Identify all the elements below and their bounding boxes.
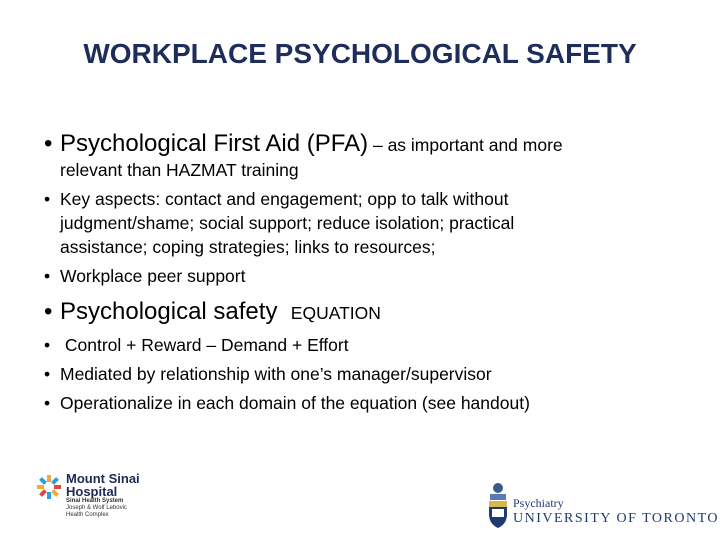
sub-bullet-key-aspects-2: judgment/shame; social support; reduce isolation; practical [60,213,515,233]
sub-bullet-operationalize: • Operationalize in each domain of the equation (see handout) [44,393,530,413]
slide-title: WORKPLACE PSYCHOLOGICAL SAFETY [83,38,637,69]
uoft-crest-icon [486,482,510,530]
sub-bullet-mediated: • Mediated by relationship with one’s manager/supervisor [44,364,492,384]
mount-sinai-name: Mount Sinai [66,471,140,486]
sub-bullet-key-aspects-3: assistance; coping strategies; links to resources; [60,237,436,257]
bullet-pfa: • Psychological First Aid (PFA) – as important and more [44,130,563,157]
mount-sinai-sub1: Sinai Health System [66,498,124,504]
sub-bullet-peer-support: • Workplace peer support [44,266,246,286]
uoft-name: UNIVERSITY OF TORONTO [513,511,719,526]
sub-bullet-equation: • Control + Reward – Demand + Effort [44,335,349,355]
mount-sinai-hospital: Hospital [66,484,118,499]
mount-sinai-star-icon [36,474,62,500]
bullet-psych-safety: • Psychological safety EQUATION [44,298,381,325]
mount-sinai-sub2: Joseph & Wolf Lebovic [66,505,127,511]
sub-bullet-key-aspects: • Key aspects: contact and engagement; opp to talk without [44,189,509,209]
uoft-department: Psychiatry [513,496,564,510]
bullet-pfa-cont: relevant than HAZMAT training [60,160,299,180]
mount-sinai-sub3: Health Complex [66,512,109,518]
